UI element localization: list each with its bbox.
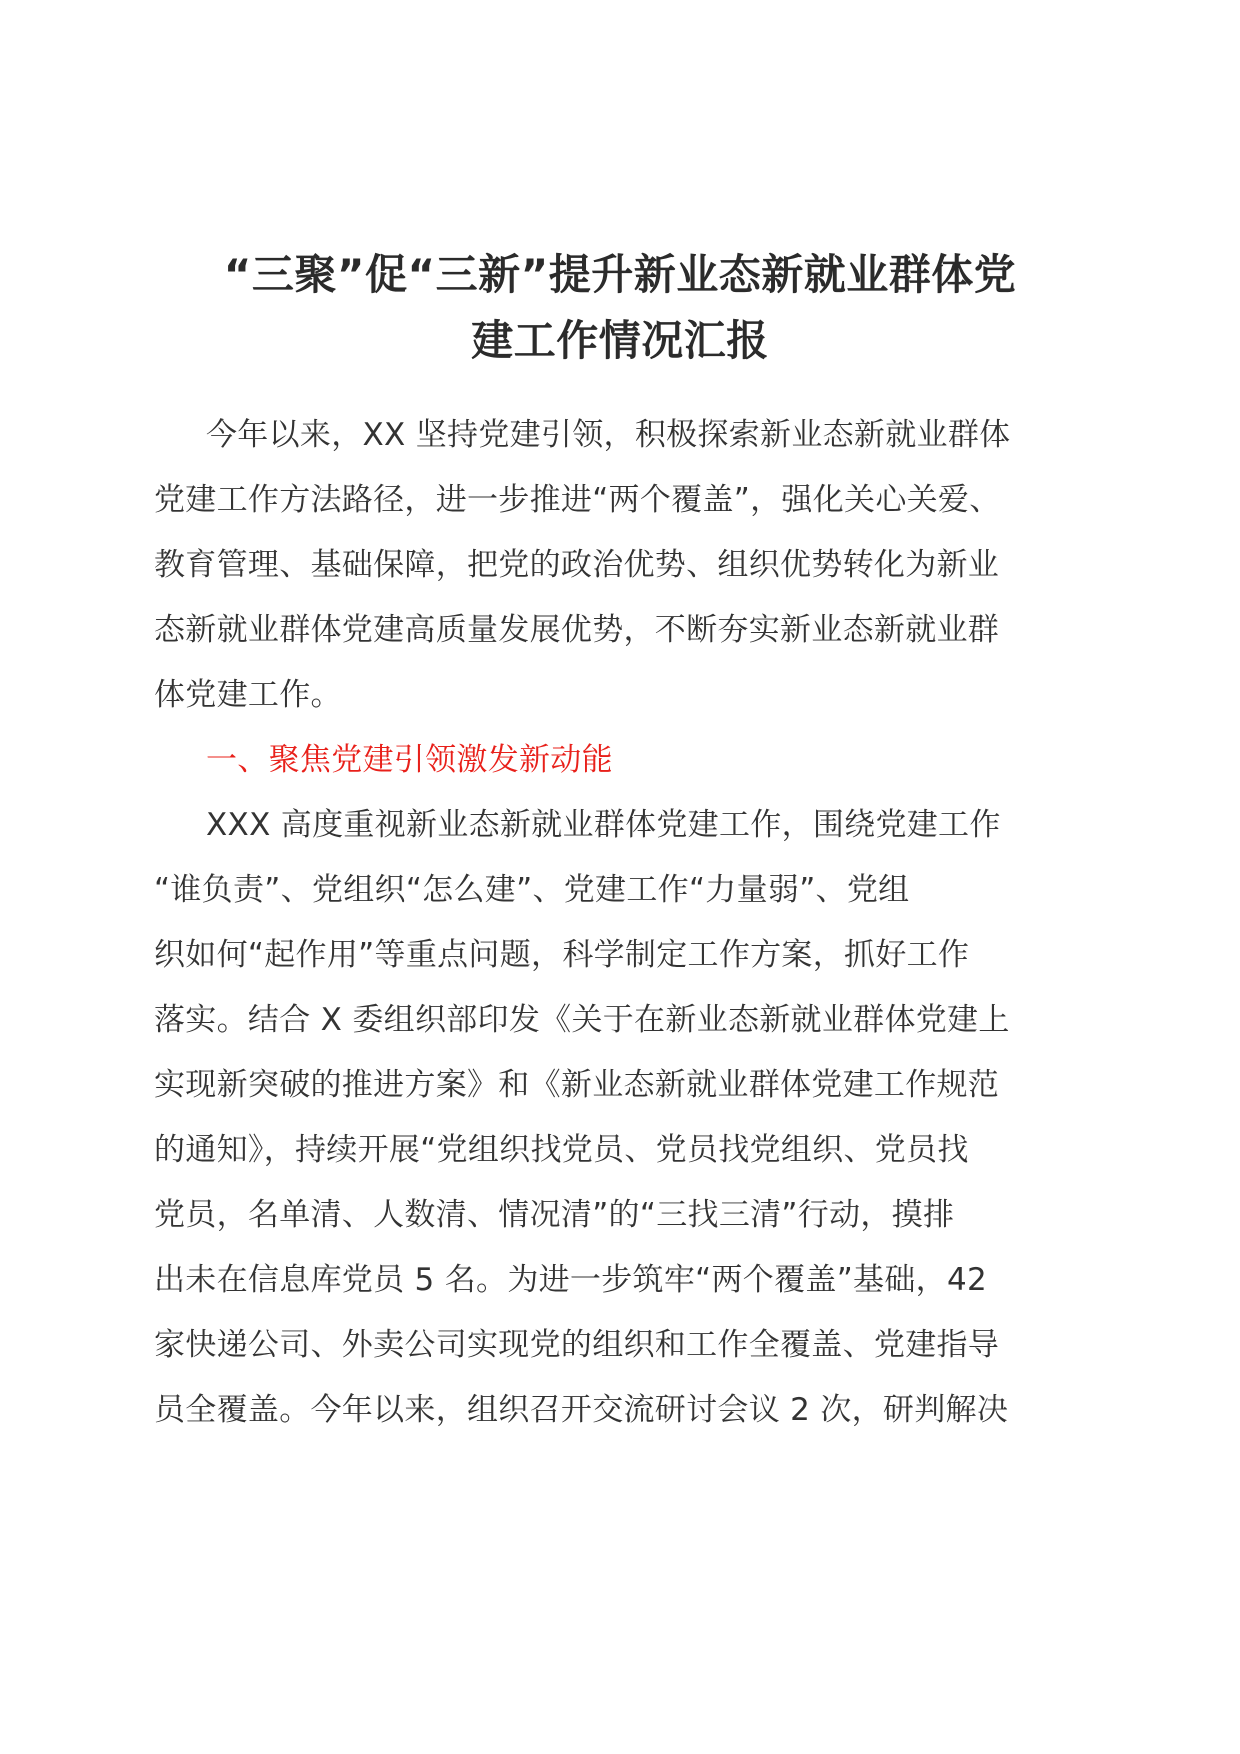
- title-line-2: 建工作情况汇报: [471, 316, 769, 365]
- intro-line-3: 教育管理、基础保障，把党的政治优势、组织优势转化为新业: [154, 547, 1000, 583]
- section-1-paragraph: [154, 793, 1084, 1443]
- section-1-line-7: 党员，名单清、人数清、情况清”的“三找三清”行动，摸排: [154, 1197, 955, 1233]
- document-body: [154, 403, 1084, 1443]
- section-1-line-9: 家快递公司、外卖公司实现党的组织和工作全覆盖、党建指导: [154, 1327, 1000, 1363]
- section-1-line-3: 织如何“起作用”等重点问题，科学制定工作方案，抓好工作: [154, 937, 970, 973]
- section-1-line-4: 落实。结合 X 委组织部印发《关于在新业态新就业群体党建上: [154, 1002, 1010, 1038]
- intro-line-4: 态新就业群体党建高质量发展优势，不断夯实新业态新就业群: [154, 612, 1000, 648]
- section-1-line-6: 的通知》，持续开展“党组织找党员、党员找党组织、党员找: [154, 1132, 969, 1168]
- section-1-line-1: XXX 高度重视新业态新就业群体党建工作，围绕党建工作: [206, 807, 1001, 843]
- title-line-1: “三聚”促“三新”提升新业态新就业群体党: [223, 250, 1017, 299]
- document-title: [150, 242, 1090, 374]
- intro-line-1: 今年以来，XX 坚持党建引领，积极探索新业态新就业群体: [206, 417, 1011, 453]
- section-1-line-2: “谁负责”、党组织“怎么建”、党建工作“力量弱”、党组: [154, 872, 910, 908]
- section-1-line-10: 员全覆盖。今年以来，组织召开交流研讨会议 2 次，研判解决: [154, 1392, 1009, 1428]
- section-1-line-5: 实现新突破的推进方案》和《新业态新就业群体党建工作规范: [154, 1067, 1000, 1103]
- section-heading-1: 一、聚焦党建引领激发新动能: [206, 742, 613, 778]
- intro-line-5: 体党建工作。: [154, 677, 342, 713]
- intro-line-2: 党建工作方法路径，进一步推进“两个覆盖”，强化关心关爱、: [154, 482, 1001, 518]
- section-1-line-8: 出未在信息库党员 5 名。为进一步筑牢“两个覆盖”基础，42: [154, 1262, 987, 1298]
- intro-paragraph: [154, 403, 1084, 728]
